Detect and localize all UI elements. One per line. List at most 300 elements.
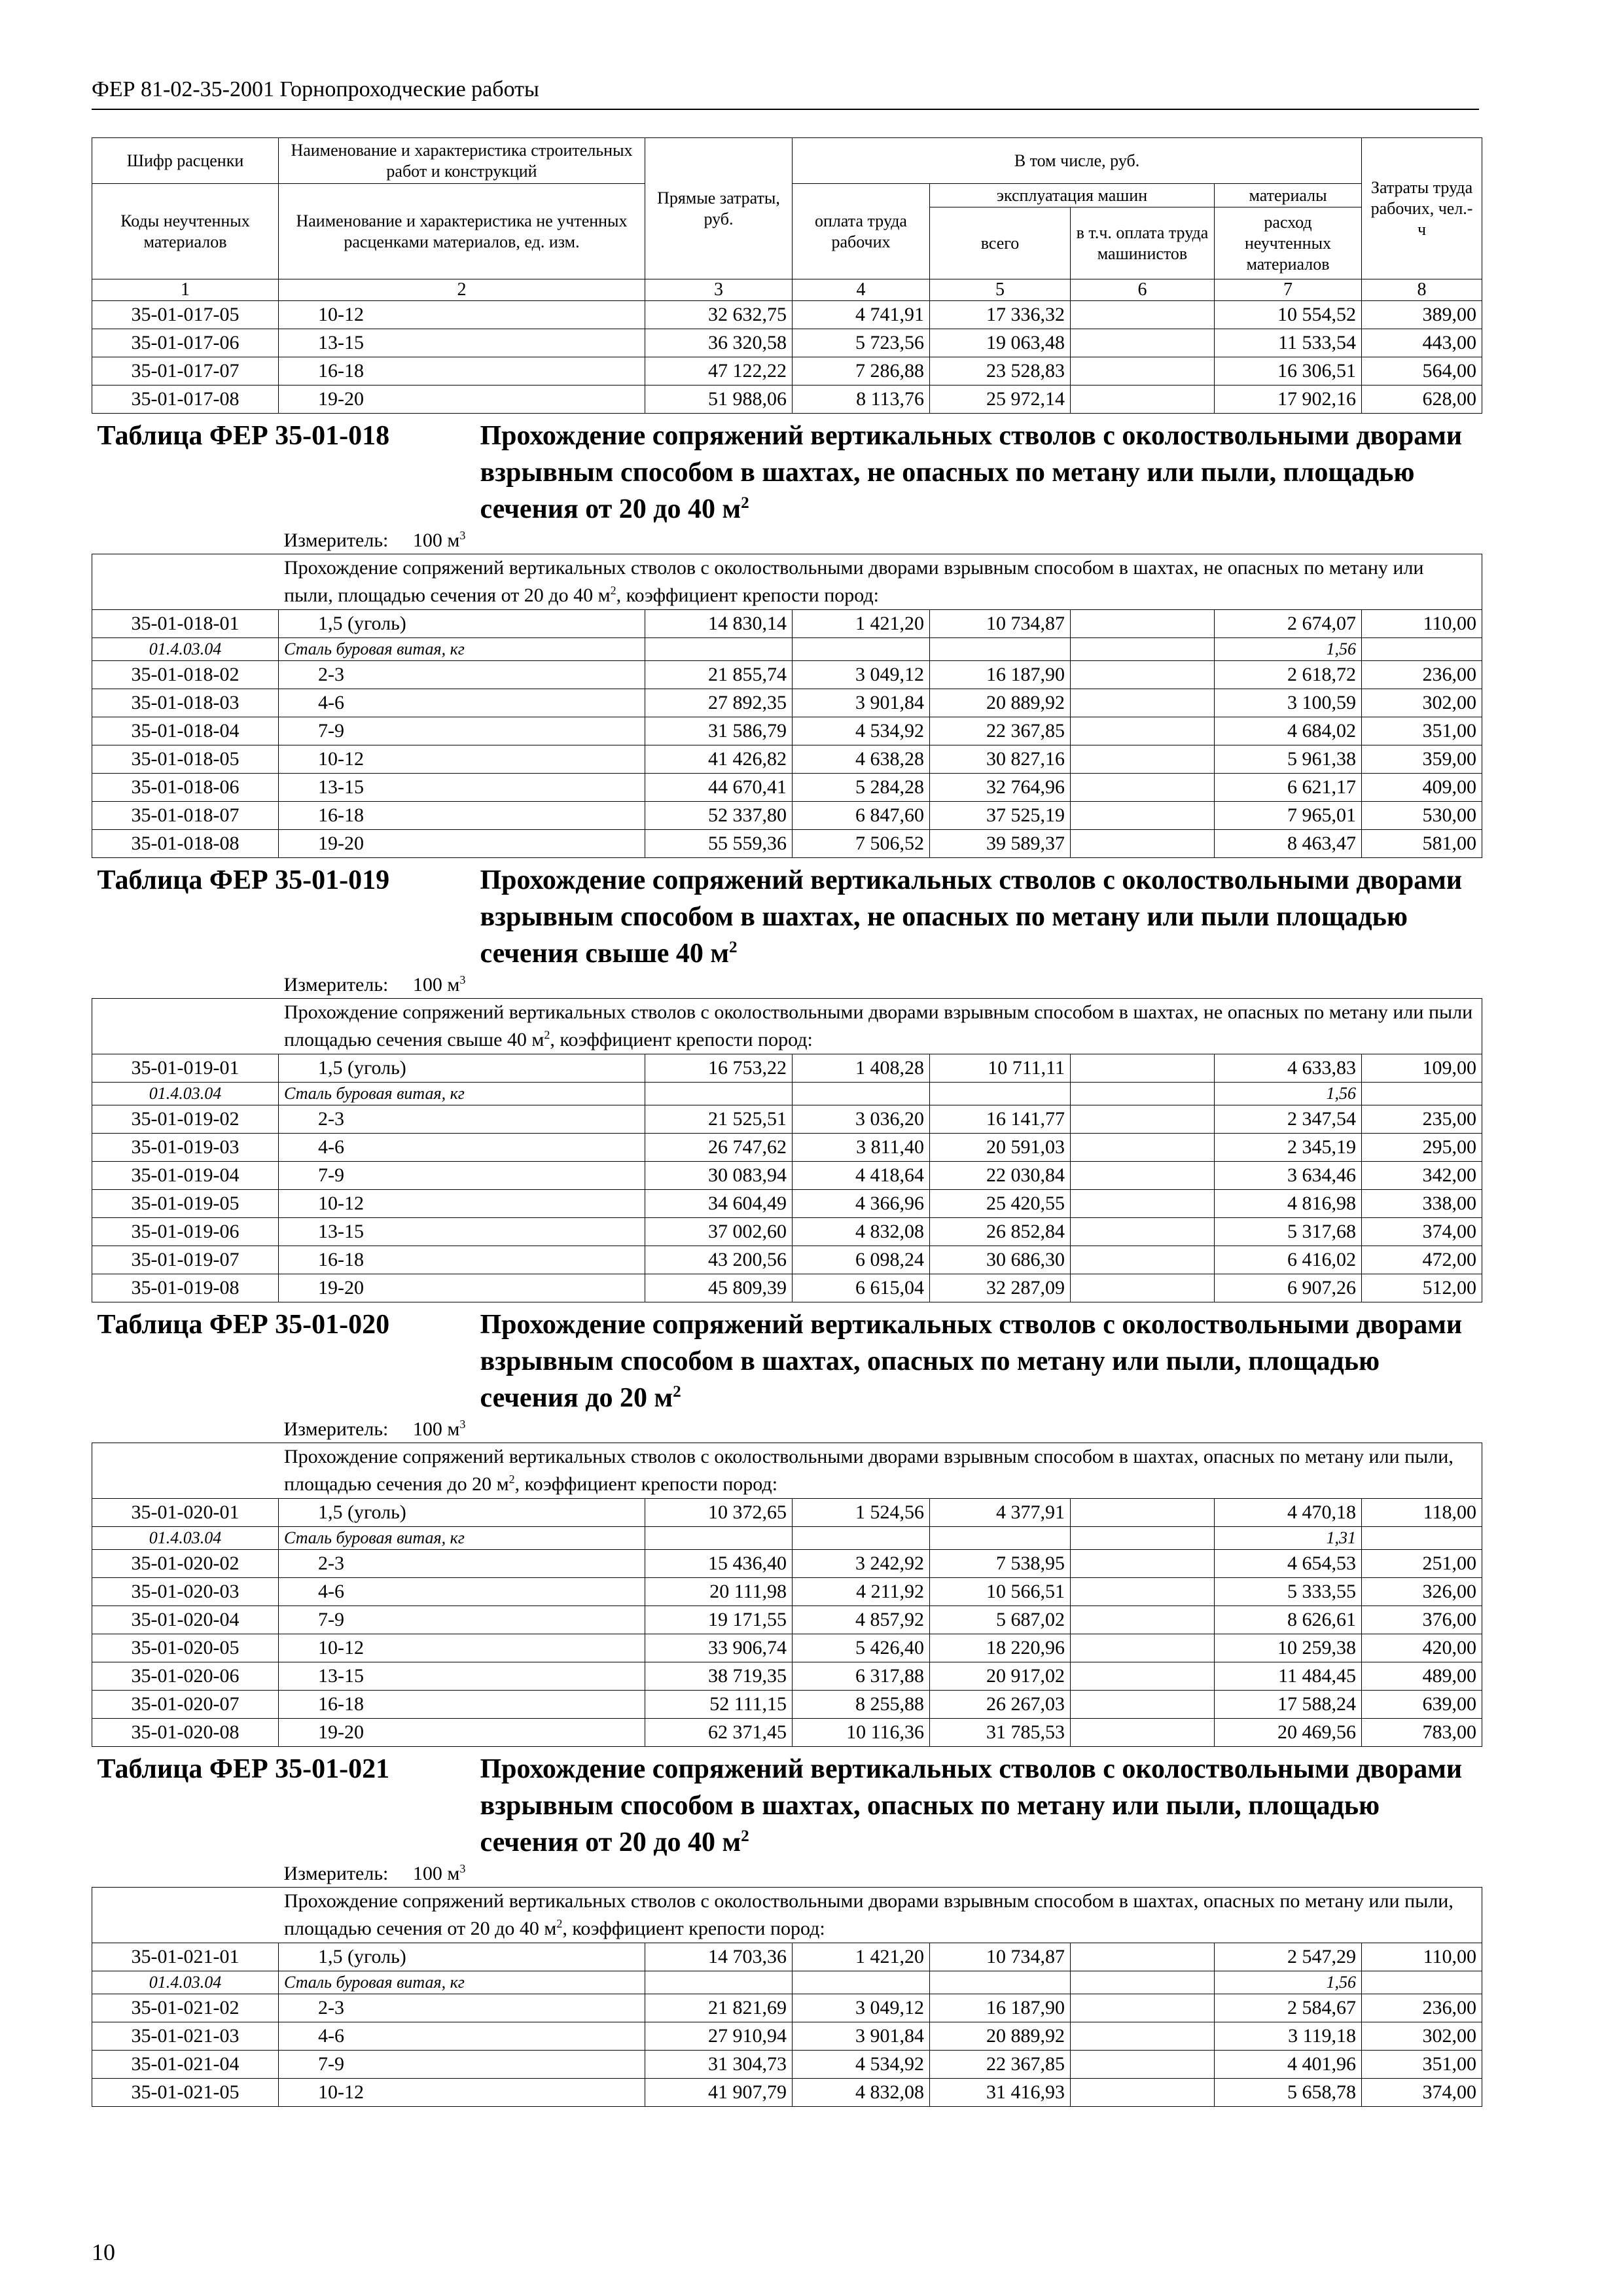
description-tail: , коэффициент крепости пород: — [616, 584, 879, 606]
cell-mach: 10 734,87 — [930, 1943, 1071, 1971]
rate-row — [92, 661, 1482, 689]
cell-mach: 25 420,55 — [930, 1190, 1071, 1218]
cell-hours: 235,00 — [1362, 1105, 1482, 1134]
cell-code: 35-01-017-05 — [92, 301, 279, 329]
section-description — [92, 554, 1482, 610]
cell-mach: 16 187,90 — [930, 1994, 1071, 2022]
material-code: 01.4.03.04 — [92, 1971, 279, 1994]
cell-direct: 44 670,41 — [645, 774, 793, 802]
cell-direct: 34 604,49 — [645, 1190, 793, 1218]
material-code: 01.4.03.04 — [92, 638, 279, 661]
cell-direct: 20 111,98 — [645, 1578, 793, 1606]
cell-hours: 639,00 — [1362, 1691, 1482, 1719]
cell-mat: 2 345,19 — [1215, 1134, 1362, 1162]
cell-code: 35-01-019-05 — [92, 1190, 279, 1218]
cell-labor: 4 418,64 — [793, 1162, 930, 1190]
cell-code: 35-01-018-04 — [92, 717, 279, 745]
cell-name: 10-12 — [279, 2079, 645, 2107]
cell-name: 4-6 — [279, 689, 645, 717]
cell-labor: 1 524,56 — [793, 1499, 930, 1527]
cell-direct: 36 320,58 — [645, 329, 793, 357]
cell-direct: 37 002,60 — [645, 1218, 793, 1246]
cell-code: 35-01-020-04 — [92, 1606, 279, 1634]
cell-mach: 37 525,19 — [930, 802, 1071, 830]
measure-sup: 3 — [459, 1862, 466, 1875]
cell-mach: 30 827,16 — [930, 745, 1071, 774]
description-main: Прохождение сопряжений вертикальных стволов с околоствольными дворами взрывным способом в шахтах, не опасных по метану или пыли площадью сечения свыше 40 м — [284, 1001, 1473, 1050]
measure-label: Измеритель: — [283, 529, 389, 551]
material-rate: 1,56 — [1215, 1971, 1362, 1994]
empty-cell — [793, 1083, 930, 1105]
cell-mach-labor — [1071, 1162, 1215, 1190]
rate-row — [92, 1662, 1482, 1691]
cell-mach-labor — [1071, 357, 1215, 386]
cell-mat: 6 416,02 — [1215, 1246, 1362, 1274]
cell-labor: 1 421,20 — [793, 610, 930, 638]
cell-mach-labor — [1071, 386, 1215, 414]
rate-row — [92, 1578, 1482, 1606]
cell-labor: 8 113,76 — [793, 386, 930, 414]
rate-row — [92, 1218, 1482, 1246]
cell-code: 35-01-020-05 — [92, 1634, 279, 1662]
cell-code: 35-01-020-07 — [92, 1691, 279, 1719]
col-materials-unaccounted-header: расход неучтенных материалов — [1215, 207, 1362, 279]
col-codes-unaccounted-header: Коды неучтенных материалов — [92, 184, 279, 279]
page-number: 10 — [92, 2239, 115, 2265]
cell-labor: 3 811,40 — [793, 1134, 930, 1162]
table-heading — [98, 414, 1477, 528]
cell-hours: 326,00 — [1362, 1578, 1482, 1606]
empty-cell — [793, 638, 930, 661]
cell-labor: 6 847,60 — [793, 802, 930, 830]
cell-name: 16-18 — [279, 802, 645, 830]
cell-code: 35-01-020-02 — [92, 1550, 279, 1578]
table-header — [92, 138, 1482, 301]
cell-name: 7-9 — [279, 717, 645, 745]
cell-mach-labor — [1071, 1550, 1215, 1578]
cell-direct: 55 559,36 — [645, 830, 793, 858]
cell-code: 35-01-017-08 — [92, 386, 279, 414]
cell-direct: 21 525,51 — [645, 1105, 793, 1134]
col-name-header: Наименование и характеристика строительных работ и конструкций — [279, 138, 645, 184]
cell-direct: 43 200,56 — [645, 1246, 793, 1274]
col-machines-total-header: всего — [930, 207, 1071, 279]
cell-hours: 251,00 — [1362, 1550, 1482, 1578]
cell-name: 4-6 — [279, 2022, 645, 2051]
cell-mach: 23 528,83 — [930, 357, 1071, 386]
cell-name: 2-3 — [279, 1550, 645, 1578]
cell-mat: 4 684,02 — [1215, 717, 1362, 745]
cell-direct: 19 171,55 — [645, 1606, 793, 1634]
cell-mach-labor — [1071, 689, 1215, 717]
cell-mach-labor — [1071, 1994, 1215, 2022]
cell-hours: 783,00 — [1362, 1719, 1482, 1747]
cell-hours: 472,00 — [1362, 1246, 1482, 1274]
cell-mach-labor — [1071, 1662, 1215, 1691]
cell-mat: 5 658,78 — [1215, 2079, 1362, 2107]
cell-labor: 6 098,24 — [793, 1246, 930, 1274]
rate-row — [92, 1105, 1482, 1134]
material-row — [92, 1083, 1482, 1105]
cell-name: 2-3 — [279, 1994, 645, 2022]
cell-mach-labor — [1071, 802, 1215, 830]
table-name — [480, 1306, 1477, 1416]
description-main: Прохождение сопряжений вертикальных стволов с околоствольными дворами взрывным способом в шахтах, опасных по метану или пыли, площадью сечения от 20 до 40 м — [284, 1890, 1454, 1939]
cell-mat: 6 907,26 — [1215, 1274, 1362, 1302]
cell-name: 7-9 — [279, 1162, 645, 1190]
cell-code: 35-01-021-02 — [92, 1994, 279, 2022]
column-number: 6 — [1071, 279, 1215, 301]
cell-mach-labor — [1071, 1218, 1215, 1246]
column-number: 3 — [645, 279, 793, 301]
description-sup: 2 — [556, 1917, 563, 1930]
column-number: 2 — [279, 279, 645, 301]
table-name — [480, 1751, 1477, 1861]
cell-mach-labor — [1071, 2079, 1215, 2107]
cell-mach: 32 287,09 — [930, 1274, 1071, 1302]
rate-row — [92, 610, 1482, 638]
cell-hours: 420,00 — [1362, 1634, 1482, 1662]
cell-mach-labor — [1071, 610, 1215, 638]
cell-name: 10-12 — [279, 745, 645, 774]
col-direct-header: Прямые затраты, руб. — [645, 138, 793, 279]
rate-row — [92, 301, 1482, 329]
cell-mat: 10 259,38 — [1215, 1634, 1362, 1662]
cell-name: 1,5 (уголь) — [279, 610, 645, 638]
table-heading — [98, 1747, 1477, 1861]
cell-direct: 21 855,74 — [645, 661, 793, 689]
empty-cell — [1071, 1527, 1215, 1550]
measure-value: 100 м — [412, 1863, 460, 1884]
cell-mat: 5 317,68 — [1215, 1218, 1362, 1246]
cell-mat: 7 965,01 — [1215, 802, 1362, 830]
cell-mach: 5 687,02 — [930, 1606, 1071, 1634]
cell-mat: 4 654,53 — [1215, 1550, 1362, 1578]
cell-direct: 30 083,94 — [645, 1162, 793, 1190]
material-row — [92, 1527, 1482, 1550]
cell-hours: 109,00 — [1362, 1054, 1482, 1083]
material-row — [92, 1971, 1482, 1994]
cell-labor: 3 242,92 — [793, 1550, 930, 1578]
cell-direct: 14 703,36 — [645, 1943, 793, 1971]
description-text — [98, 554, 1476, 609]
cell-mach-labor — [1071, 1134, 1215, 1162]
cell-hours: 342,00 — [1362, 1162, 1482, 1190]
cell-direct: 21 821,69 — [645, 1994, 793, 2022]
cell-mach-labor — [1071, 1578, 1215, 1606]
col-code-header: Шифр расценки — [92, 138, 279, 184]
section-title — [92, 858, 1482, 999]
table-name-text: Прохождение сопряжений вертикальных стволов с околоствольными дворами взрывным способом в шахтах, опасных по метану или пыли, площадью сечения до 20 м — [480, 1310, 1463, 1413]
empty-cell — [1362, 638, 1482, 661]
cell-labor: 8 255,88 — [793, 1691, 930, 1719]
section-title — [92, 1747, 1482, 1888]
empty-cell — [930, 1083, 1071, 1105]
cell-labor: 7 286,88 — [793, 357, 930, 386]
cell-mach: 31 416,93 — [930, 2079, 1071, 2107]
cell-direct: 14 830,14 — [645, 610, 793, 638]
cell-hours: 628,00 — [1362, 386, 1482, 414]
cell-mat: 8 463,47 — [1215, 830, 1362, 858]
section-description — [92, 1443, 1482, 1499]
cell-mach-labor — [1071, 1105, 1215, 1134]
cell-mach-labor — [1071, 2051, 1215, 2079]
cell-mat: 6 621,17 — [1215, 774, 1362, 802]
section-description-row — [92, 1888, 1482, 1943]
cell-hours: 118,00 — [1362, 1499, 1482, 1527]
cell-labor: 1 421,20 — [793, 1943, 930, 1971]
cell-code: 35-01-021-01 — [92, 1943, 279, 1971]
rate-row — [92, 2051, 1482, 2079]
cell-mach-labor — [1071, 1634, 1215, 1662]
empty-cell — [645, 1971, 793, 1994]
cell-name: 13-15 — [279, 1218, 645, 1246]
column-number: 1 — [92, 279, 279, 301]
cell-name: 16-18 — [279, 1246, 645, 1274]
cell-mach: 17 336,32 — [930, 301, 1071, 329]
cell-mat: 3 100,59 — [1215, 689, 1362, 717]
cell-mach: 18 220,96 — [930, 1634, 1071, 1662]
material-rate: 1,31 — [1215, 1527, 1362, 1550]
description-main: Прохождение сопряжений вертикальных стволов с околоствольными дворами взрывным способом в шахтах, не опасных по метану или пыли, площадью сечения от 20 до 40 м — [284, 557, 1424, 606]
cell-hours: 374,00 — [1362, 2079, 1482, 2107]
cell-name: 13-15 — [279, 329, 645, 357]
cell-hours: 374,00 — [1362, 1218, 1482, 1246]
cell-mat: 5 333,55 — [1215, 1578, 1362, 1606]
col-machines-header: эксплуатация машин — [930, 184, 1215, 207]
cell-mach: 20 889,92 — [930, 2022, 1071, 2051]
table-heading — [98, 858, 1477, 972]
cell-direct: 10 372,65 — [645, 1499, 793, 1527]
description-sup: 2 — [544, 1028, 550, 1041]
cell-labor: 5 723,56 — [793, 329, 930, 357]
cell-hours: 530,00 — [1362, 802, 1482, 830]
column-numbers-row — [92, 279, 1482, 301]
col-including-header: В том числе, руб. — [793, 138, 1362, 184]
table-name-text: Прохождение сопряжений вертикальных стволов с околоствольными дворами взрывным способом в шахтах, опасных по метану или пыли, площадью сечения от 20 до 40 м — [480, 1754, 1463, 1857]
cell-labor: 4 211,92 — [793, 1578, 930, 1606]
table-body — [92, 301, 1482, 2107]
table-number: Таблица ФЕР 35-01-021 — [97, 1754, 390, 1784]
cell-mach: 19 063,48 — [930, 329, 1071, 357]
measure-sup: 3 — [459, 973, 466, 986]
cell-direct: 41 426,82 — [645, 745, 793, 774]
cell-name: 1,5 (уголь) — [279, 1054, 645, 1083]
table-number: Таблица ФЕР 35-01-019 — [97, 865, 390, 895]
cell-name: 7-9 — [279, 2051, 645, 2079]
table-name-sup: 2 — [729, 939, 738, 956]
cell-mach: 20 591,03 — [930, 1134, 1071, 1162]
cell-hours: 564,00 — [1362, 357, 1482, 386]
cell-mat: 2 674,07 — [1215, 610, 1362, 638]
rate-row — [92, 1274, 1482, 1302]
cell-labor: 4 832,08 — [793, 2079, 930, 2107]
cell-mat: 5 961,38 — [1215, 745, 1362, 774]
cell-mach: 7 538,95 — [930, 1550, 1071, 1578]
col-labor-hours-header: Затраты труда рабочих, чел.-ч — [1362, 138, 1482, 279]
table-name — [480, 862, 1477, 972]
cell-name: 2-3 — [279, 661, 645, 689]
cell-direct: 15 436,40 — [645, 1550, 793, 1578]
cell-hours: 389,00 — [1362, 301, 1482, 329]
cell-hours: 110,00 — [1362, 610, 1482, 638]
cell-mach: 26 852,84 — [930, 1218, 1071, 1246]
cell-labor: 3 901,84 — [793, 2022, 930, 2051]
cell-direct: 52 337,80 — [645, 802, 793, 830]
cell-mach-labor — [1071, 661, 1215, 689]
cell-direct: 51 988,06 — [645, 386, 793, 414]
material-code: 01.4.03.04 — [92, 1527, 279, 1550]
cell-hours: 302,00 — [1362, 689, 1482, 717]
empty-cell — [1071, 1083, 1215, 1105]
cell-code: 35-01-019-07 — [92, 1246, 279, 1274]
rate-row — [92, 1054, 1482, 1083]
cell-mach-labor — [1071, 1274, 1215, 1302]
description-text — [98, 999, 1476, 1054]
cell-hours: 409,00 — [1362, 774, 1482, 802]
rate-row — [92, 1634, 1482, 1662]
cell-code: 35-01-019-02 — [92, 1105, 279, 1134]
table-name-text: Прохождение сопряжений вертикальных стволов с околоствольными дворами взрывным способом в шахтах, не опасных по метану или пыли площадью сечения свыше 40 м — [480, 865, 1463, 969]
description-text — [98, 1443, 1476, 1498]
cell-labor: 3 049,12 — [793, 661, 930, 689]
section-title-row — [92, 1302, 1482, 1443]
cell-code: 35-01-020-03 — [92, 1578, 279, 1606]
cell-direct: 27 910,94 — [645, 2022, 793, 2051]
material-code: 01.4.03.04 — [92, 1083, 279, 1105]
cell-mat: 17 902,16 — [1215, 386, 1362, 414]
description-main: Прохождение сопряжений вертикальных стволов с околоствольными дворами взрывным способом в шахтах, опасных по метану или пыли, площадью сечения до 20 м — [284, 1446, 1454, 1495]
rate-row — [92, 1943, 1482, 1971]
cell-name: 2-3 — [279, 1105, 645, 1134]
cell-mach-labor — [1071, 1499, 1215, 1527]
cell-mach-labor — [1071, 1719, 1215, 1747]
cell-code: 35-01-019-08 — [92, 1274, 279, 1302]
measure-line — [98, 1416, 1477, 1443]
cell-code: 35-01-017-07 — [92, 357, 279, 386]
cell-mach: 16 187,90 — [930, 661, 1071, 689]
cell-code: 35-01-019-01 — [92, 1054, 279, 1083]
cell-hours: 295,00 — [1362, 1134, 1482, 1162]
cell-code: 35-01-021-03 — [92, 2022, 279, 2051]
measure-value: 100 м — [412, 974, 460, 996]
table-name-sup: 2 — [741, 494, 749, 512]
running-header: ФЕР 81-02-35-2001 Горнопроходческие работы — [92, 77, 1479, 110]
section-title-row — [92, 858, 1482, 999]
empty-cell — [645, 638, 793, 661]
cell-name: 7-9 — [279, 1606, 645, 1634]
cell-code: 35-01-018-08 — [92, 830, 279, 858]
cell-hours: 236,00 — [1362, 1994, 1482, 2022]
cell-mach-labor — [1071, 1943, 1215, 1971]
rate-row — [92, 329, 1482, 357]
table-heading — [98, 1302, 1477, 1416]
cell-labor: 5 426,40 — [793, 1634, 930, 1662]
cell-hours: 581,00 — [1362, 830, 1482, 858]
cell-hours: 110,00 — [1362, 1943, 1482, 1971]
column-number: 8 — [1362, 279, 1482, 301]
cell-direct: 32 632,75 — [645, 301, 793, 329]
material-rate: 1,56 — [1215, 638, 1362, 661]
section-title — [92, 1302, 1482, 1443]
cell-mat: 10 554,52 — [1215, 301, 1362, 329]
cell-mach-labor — [1071, 1246, 1215, 1274]
measure-label: Измеритель: — [283, 1863, 389, 1884]
section-description-row — [92, 554, 1482, 610]
cell-mat: 20 469,56 — [1215, 1719, 1362, 1747]
rates-table — [92, 137, 1482, 2107]
empty-cell — [793, 1527, 930, 1550]
cell-hours: 376,00 — [1362, 1606, 1482, 1634]
cell-hours: 512,00 — [1362, 1274, 1482, 1302]
material-name: Сталь буровая витая, кг — [279, 1527, 645, 1550]
cell-labor: 4 534,92 — [793, 2051, 930, 2079]
cell-mach: 20 889,92 — [930, 689, 1071, 717]
cell-direct: 27 892,35 — [645, 689, 793, 717]
empty-cell — [1071, 1971, 1215, 1994]
cell-name: 19-20 — [279, 830, 645, 858]
cell-labor: 6 317,88 — [793, 1662, 930, 1691]
cell-name: 13-15 — [279, 774, 645, 802]
cell-name: 19-20 — [279, 386, 645, 414]
rate-row — [92, 1162, 1482, 1190]
cell-labor: 4 857,92 — [793, 1606, 930, 1634]
empty-cell — [1071, 638, 1215, 661]
description-tail: , коэффициент крепости пород: — [514, 1473, 778, 1495]
cell-labor: 4 638,28 — [793, 745, 930, 774]
table-name-text: Прохождение сопряжений вертикальных стволов с околоствольными дворами взрывным способом в шахтах, не опасных по метану или пыли, площадью сечения от 20 до 40 м — [480, 421, 1463, 524]
cell-labor: 3 901,84 — [793, 689, 930, 717]
cell-labor: 5 284,28 — [793, 774, 930, 802]
col-name-unaccounted-header: Наименование и характеристика не учтенных расценками материалов, ед. изм. — [279, 184, 645, 279]
cell-mach-labor — [1071, 745, 1215, 774]
table-number: Таблица ФЕР 35-01-020 — [97, 1310, 390, 1340]
description-sup: 2 — [610, 584, 616, 597]
section-title — [92, 414, 1482, 554]
cell-labor: 3 036,20 — [793, 1105, 930, 1134]
rate-row — [92, 386, 1482, 414]
rate-row — [92, 1606, 1482, 1634]
cell-code: 35-01-018-02 — [92, 661, 279, 689]
cell-hours: 443,00 — [1362, 329, 1482, 357]
material-row — [92, 638, 1482, 661]
material-name: Сталь буровая витая, кг — [279, 1083, 645, 1105]
cell-mat: 4 816,98 — [1215, 1190, 1362, 1218]
cell-direct: 62 371,45 — [645, 1719, 793, 1747]
section-description-row — [92, 999, 1482, 1054]
rate-row — [92, 1719, 1482, 1747]
rate-row — [92, 1994, 1482, 2022]
cell-mach: 32 764,96 — [930, 774, 1071, 802]
cell-code: 35-01-019-04 — [92, 1162, 279, 1190]
description-text — [98, 1888, 1476, 1943]
empty-cell — [930, 1971, 1071, 1994]
measure-label: Измеритель: — [283, 974, 389, 996]
measure-label: Измеритель: — [283, 1418, 389, 1440]
cell-mach: 22 030,84 — [930, 1162, 1071, 1190]
cell-mach: 22 367,85 — [930, 717, 1071, 745]
rate-row — [92, 2079, 1482, 2107]
cell-direct: 16 753,22 — [645, 1054, 793, 1083]
cell-hours: 236,00 — [1362, 661, 1482, 689]
cell-mat: 2 618,72 — [1215, 661, 1362, 689]
cell-labor: 1 408,28 — [793, 1054, 930, 1083]
cell-labor: 3 049,12 — [793, 1994, 930, 2022]
table-number: Таблица ФЕР 35-01-018 — [97, 421, 390, 451]
cell-direct: 38 719,35 — [645, 1662, 793, 1691]
rate-row — [92, 1550, 1482, 1578]
rate-row — [92, 1190, 1482, 1218]
